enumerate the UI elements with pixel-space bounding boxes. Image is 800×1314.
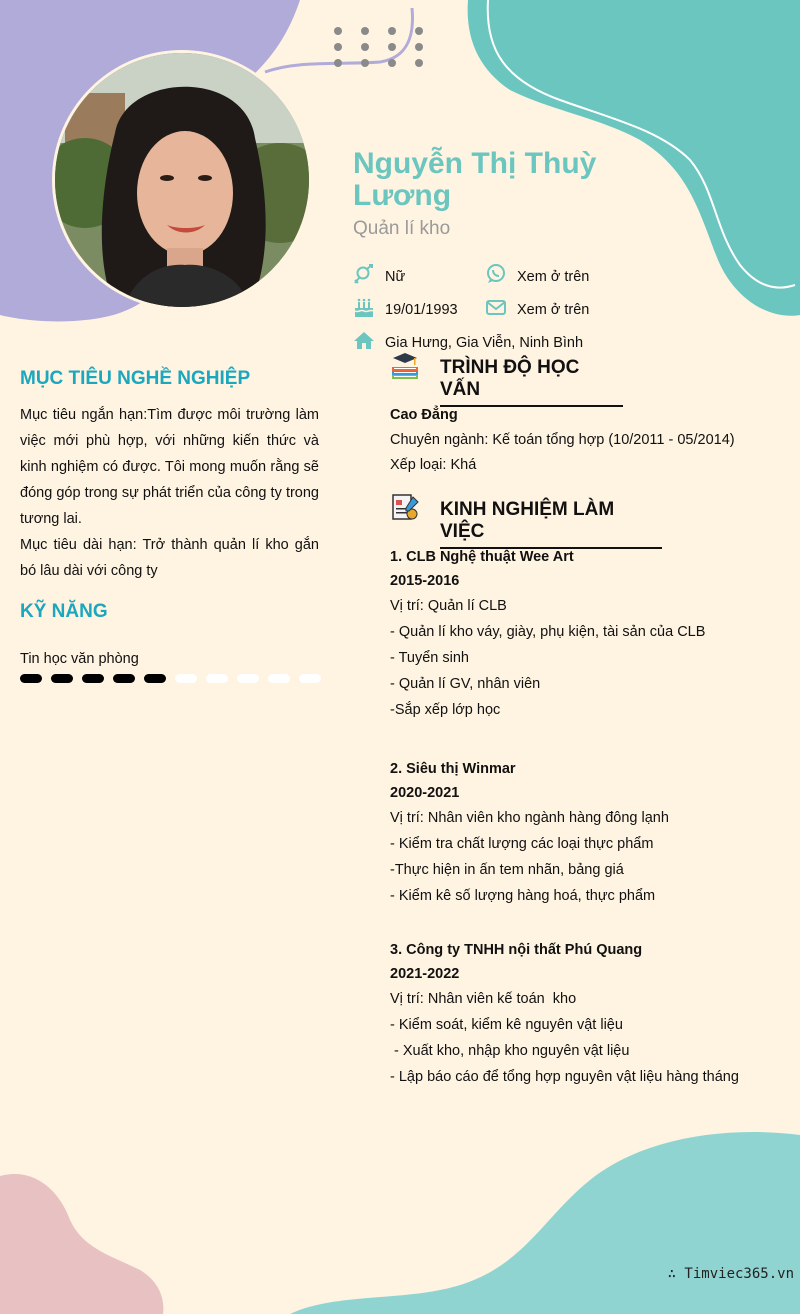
objective-title: MỤC TIÊU NGHỀ NGHIỆP: [20, 368, 251, 389]
skills-title: KỸ NĂNG: [20, 601, 108, 622]
skill-segment-empty: [299, 674, 321, 683]
job-detail: -Sắp xếp lớp học: [390, 702, 501, 718]
objective-text: [20, 402, 319, 584]
job-title: Quản lí kho: [353, 218, 451, 239]
job-detail: - Kiểm tra chất lượng các loại thực phẩm: [390, 836, 654, 852]
skill-segment-empty: [206, 674, 228, 683]
skill-segment-empty: [268, 674, 290, 683]
job-detail: Vị trí: Quản lí CLB: [390, 598, 507, 614]
work-document-icon: [389, 492, 421, 524]
job-detail: - Kiểm kê số lượng hàng hoá, thực phẩm: [390, 888, 656, 904]
skill-level-bar: [20, 674, 321, 683]
job-period: 2020-2021: [390, 785, 460, 801]
skill-segment-filled: [144, 674, 166, 683]
address-value: Gia Hưng, Gia Viễn, Ninh Bình: [385, 335, 584, 351]
job-detail: - Quản lí GV, nhân viên: [390, 676, 541, 692]
skill-name: Tin học văn phòng: [20, 651, 139, 667]
job-company: 3. Công ty TNHH nội thất Phú Quang: [390, 942, 643, 958]
job-entry-3: [390, 938, 790, 1090]
job-detail: - Xuất kho, nhập kho nguyên vật liệu: [390, 1043, 630, 1059]
graduation-books-icon: [389, 350, 421, 382]
education-title: TRÌNH ĐỘ HỌC VẤN: [440, 357, 623, 407]
job-company: 1. CLB Nghệ thuật Wee Art: [390, 549, 574, 565]
education-major: Chuyên ngành: Kế toán tổng hợp (10/2011 - 05/2014): [390, 432, 735, 448]
skill-segment-empty: [175, 674, 197, 683]
candidate-name: Nguyễn Thị Thuỳ Lương: [353, 147, 597, 212]
job-detail: - Kiểm soát, kiểm kê nguyên vật liệu: [390, 1017, 623, 1033]
gender-value: Nữ: [385, 269, 406, 285]
education-grade: Xếp loại: Khá: [390, 457, 477, 473]
gender-icon: [353, 264, 375, 286]
phone-value: Xem ở trên: [517, 269, 590, 285]
job-detail: -Thực hiện in ấn tem nhãn, bảng giá: [390, 862, 624, 878]
education-block: [390, 403, 790, 478]
birthday-cake-icon: [353, 297, 375, 319]
education-degree: Cao Đẳng: [390, 407, 458, 423]
skill-segment-filled: [82, 674, 104, 683]
skill-segment-empty: [237, 674, 259, 683]
job-company: 2. Siêu thị Winmar: [390, 761, 516, 777]
job-period: 2021-2022: [390, 966, 460, 982]
skill-segment-filled: [20, 674, 42, 683]
objective-short-term: Mục tiêu ngắn hạn:Tìm được môi trường làm việc mới phù hợp, với những kiến thức và kinh nghiệm có được. Tôi mong muốn rằng sẽ đóng góp trong sự phát triển của công ty trong tương lai.: [20, 407, 319, 527]
job-detail: Vị trí: Nhân viên kế toán kho: [390, 991, 577, 1007]
job-entry-2: [390, 757, 790, 909]
email-value: Xem ở trên: [517, 302, 590, 318]
experience-title: KINH NGHIỆM LÀM VIỆC: [440, 499, 662, 549]
home-icon: [353, 330, 375, 352]
envelope-icon: [485, 297, 507, 319]
job-detail: - Tuyển sinh: [390, 650, 469, 666]
objective-long-term: Mục tiêu dài hạn: Trở thành quản lí kho gắn bó lâu dài với công ty: [20, 537, 319, 579]
job-period: 2015-2016: [390, 573, 460, 589]
job-detail: - Lập báo cáo để tổng hợp nguyên vật liệu hàng tháng: [390, 1069, 739, 1085]
skill-segment-filled: [113, 674, 135, 683]
skill-segment-filled: [51, 674, 73, 683]
job-entry-1: [390, 545, 790, 723]
site-watermark: ∴ Timviec365.vn: [667, 1266, 794, 1282]
whatsapp-icon: [485, 263, 507, 285]
job-detail: Vị trí: Nhân viên kho ngành hàng đông lạnh: [390, 810, 669, 826]
job-detail: - Quản lí kho váy, giày, phụ kiện, tài sản của CLB: [390, 624, 706, 640]
birthday-value: 19/01/1993: [385, 302, 458, 318]
profile-photo: [52, 50, 312, 310]
